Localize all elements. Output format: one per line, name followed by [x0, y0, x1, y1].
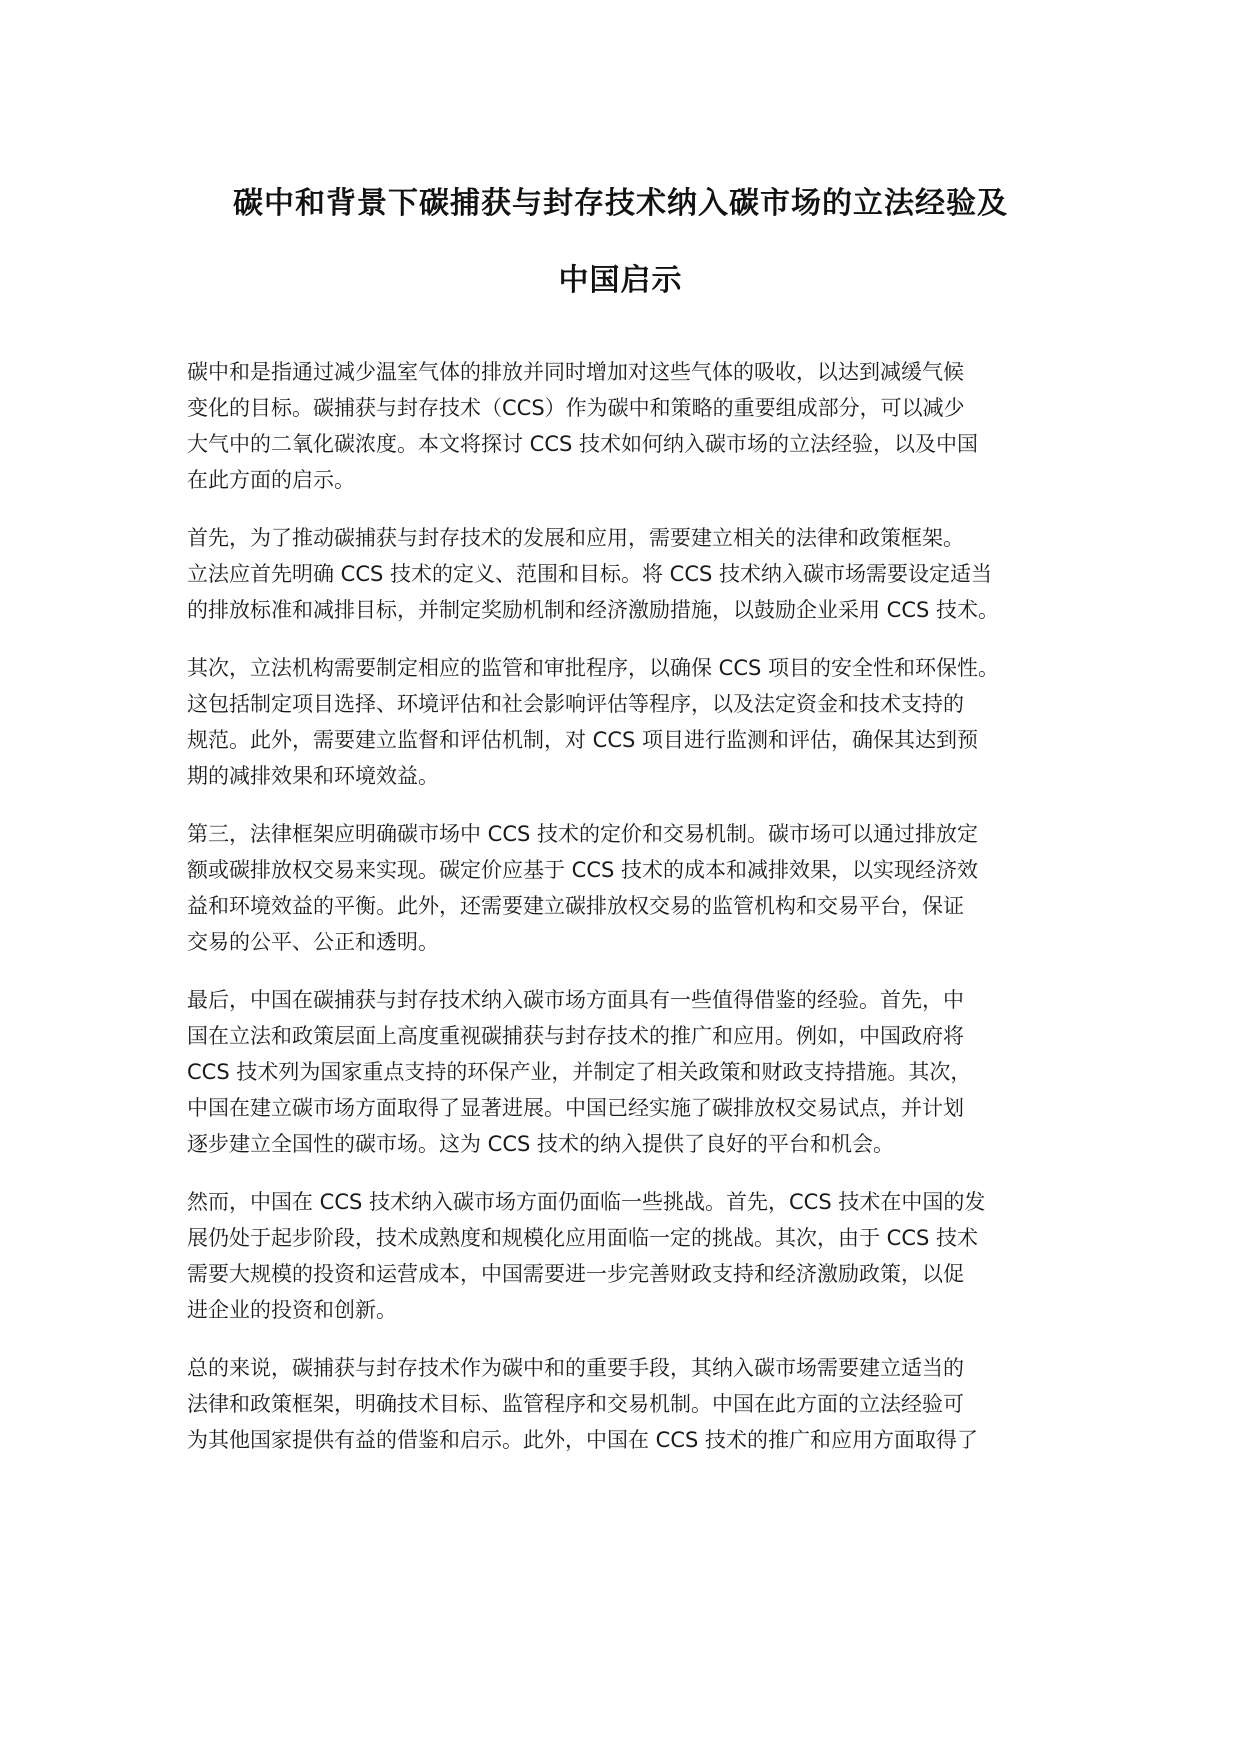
paragraph-line: 在此方面的启示。 [187, 468, 355, 492]
paragraph-5 [187, 982, 1067, 1162]
paragraph-line: 碳中和是指通过减少温室气体的排放并同时增加对这些气体的吸收，以达到减缓气候 [187, 360, 964, 384]
paragraph-line: 大气中的二氧化碳浓度。本文将探讨 CCS 技术如何纳入碳市场的立法经验，以及中国 [187, 432, 979, 456]
paragraph-line: 第三，法律框架应明确碳市场中 CCS 技术的定价和交易机制。碳市场可以通过排放定 [187, 822, 979, 846]
paragraph-line: 变化的目标。碳捕获与封存技术（CCS）作为碳中和策略的重要组成部分，可以减少 [187, 396, 965, 420]
paragraph-line: 逐步建立全国性的碳市场。这为 CCS 技术的纳入提供了良好的平台和机会。 [187, 1132, 895, 1156]
document-title-line-2: 中国启示 [558, 263, 683, 298]
paragraph-line: 其次，立法机构需要制定相应的监管和审批程序，以确保 CCS 项目的安全性和环保性。 [187, 656, 1000, 680]
paragraph-line: 最后，中国在碳捕获与封存技术纳入碳市场方面具有一些值得借鉴的经验。首先，中 [187, 988, 964, 1012]
paragraph-line: 然而，中国在 CCS 技术纳入碳市场方面仍面临一些挑战。首先，CCS 技术在中国的发 [187, 1190, 986, 1214]
paragraph-1 [187, 354, 1067, 498]
paragraph-line: 益和环境效益的平衡。此外，还需要建立碳排放权交易的监管机构和交易平台，保证 [187, 894, 964, 918]
paragraph-line: 这包括制定项目选择、环境评估和社会影响评估等程序，以及法定资金和技术支持的 [187, 692, 964, 716]
paragraph-line: 为其他国家提供有益的借鉴和启示。此外，中国在 CCS 技术的推广和应用方面取得了 [187, 1428, 979, 1452]
paragraph-line: 法律和政策框架，明确技术目标、监管程序和交易机制。中国在此方面的立法经验可 [187, 1392, 964, 1416]
paragraph-line: 首先，为了推动碳捕获与封存技术的发展和应用，需要建立相关的法律和政策框架。 [187, 526, 964, 550]
paragraph-line: 展仍处于起步阶段，技术成熟度和规模化应用面临一定的挑战。其次，由于 CCS 技术 [187, 1226, 979, 1250]
paragraph-4 [187, 816, 1067, 960]
paragraph-6 [187, 1184, 1067, 1328]
paragraph-line: 需要大规模的投资和运营成本，中国需要进一步完善财政支持和经济激励政策，以促 [187, 1262, 964, 1286]
paragraph-7 [187, 1350, 1067, 1458]
paragraph-line: 期的减排效果和环境效益。 [187, 764, 439, 788]
paragraph-line: 立法应首先明确 CCS 技术的定义、范围和目标。将 CCS 技术纳入碳市场需要设定适当 [187, 562, 993, 586]
paragraph-line: 规范。此外，需要建立监督和评估机制，对 CCS 项目进行监测和评估，确保其达到预 [187, 728, 979, 752]
paragraph-line: 的排放标准和减排目标，并制定奖励机制和经济激励措施，以鼓励企业采用 CCS 技术。 [187, 598, 1000, 622]
document-body [187, 354, 1067, 1480]
paragraph-line: CCS 技术列为国家重点支持的环保产业，并制定了相关政策和财政支持措施。其次， [187, 1060, 972, 1084]
paragraph-line: 国在立法和政策层面上高度重视碳捕获与封存技术的推广和应用。例如，中国政府将 [187, 1024, 964, 1048]
paragraph-line: 中国在建立碳市场方面取得了显著进展。中国已经实施了碳排放权交易试点，并计划 [187, 1096, 964, 1120]
paragraph-line: 额或碳排放权交易来实现。碳定价应基于 CCS 技术的成本和减排效果，以实现经济效 [187, 858, 979, 882]
paragraph-line: 交易的公平、公正和透明。 [187, 930, 439, 954]
paragraph-line: 总的来说，碳捕获与封存技术作为碳中和的重要手段，其纳入碳市场需要建立适当的 [187, 1356, 964, 1380]
paragraph-2 [187, 520, 1067, 628]
paragraph-line: 进企业的投资和创新。 [187, 1298, 397, 1322]
paragraph-3 [187, 650, 1067, 794]
document-title-line-1: 碳中和背景下碳捕获与封存技术纳入碳市场的立法经验及 [233, 186, 1008, 221]
